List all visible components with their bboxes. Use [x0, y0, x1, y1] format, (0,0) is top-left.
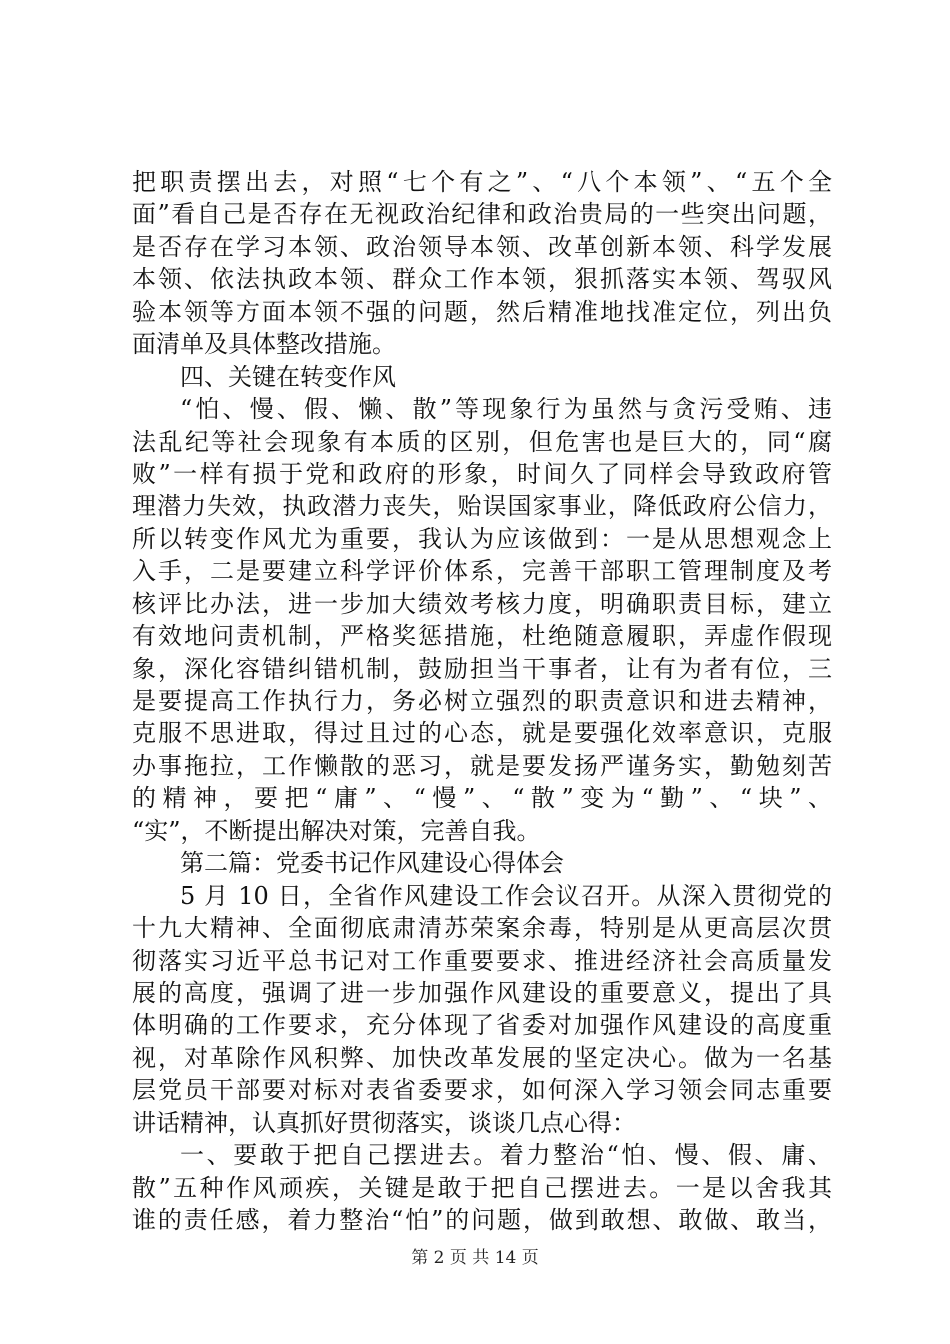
paragraph-first-line: 5 月 10 日，全省作风建设工作会议召开。从深入贯彻党的	[180, 881, 832, 910]
text-line: 讲话精神，认真抓好贯彻落实，谈谈几点心得：	[132, 1108, 636, 1137]
text-line: 层党员干部要对标对表省委要求，如何深入学习领会同志重要	[132, 1076, 832, 1105]
text-line: “实”，不断提出解决对策，完善自我。	[132, 816, 541, 845]
text-line: 视，对革除作风积弊、加快改革发展的坚定决心。做为一名基	[132, 1043, 832, 1072]
document-body	[132, 166, 832, 1236]
text-line: 彻落实习近平总书记对工作重要要求、推进经济社会高质量发	[132, 946, 832, 975]
text-line: 展的高度，强调了进一步加强作风建设的重要意义，提出了具	[132, 978, 832, 1007]
text-line: 象，深化容错纠错机制，鼓励担当干事者，让有为者有位，三	[132, 654, 832, 683]
text-line: 入手，二是要建立科学评价体系，完善干部职工管理制度及考	[132, 557, 832, 586]
text-line: 有效地问责机制，严格奖惩措施，杜绝随意履职，弄虚作假现	[132, 622, 832, 651]
text-line: 法乱纪等社会现象有本质的区别，但危害也是巨大的，同“腐	[132, 427, 832, 456]
text-line: 败”一样有损于党和政府的形象，时间久了同样会导致政府管	[132, 459, 832, 488]
page-number-footer: 第 2 页 共 14 页	[411, 1248, 539, 1268]
paragraph-first-line: “怕、慢、假、懒、散”等现象行为虽然与贪污受贿、违	[180, 395, 832, 424]
text-line: 核评比办法，进一步加大绩效考核力度，明确职责目标，建立	[132, 589, 832, 618]
text-line: 散”五种作风顽疾，关键是敢于把自己摆进去。一是以舍我其	[132, 1173, 832, 1202]
text-line: 所以转变作风尤为重要，我认为应该做到：一是从思想观念上	[132, 524, 832, 553]
text-line: 是要提高工作执行力，务必树立强烈的职责意识和进去精神，	[132, 687, 832, 715]
text-line: 十九大精神、全面彻底肃清苏荣案余毒，特别是从更高层次贯	[132, 914, 832, 943]
section-heading: 四、关键在转变作风	[180, 362, 396, 391]
text-line: 体明确的工作要求，充分体现了省委对加强作风建设的高度重	[132, 1011, 832, 1040]
chapter-heading: 第二篇：党委书记作风建设心得体会	[180, 849, 564, 878]
text-line: 本领、依法执政本领、群众工作本领，狠抓落实本领、驾驭风	[132, 265, 832, 294]
paragraph-first-line: 一、要敢于把自己摆进去。着力整治“怕、慢、假、庸、	[180, 1141, 832, 1170]
text-line: 面清单及具体整改措施。	[132, 330, 396, 359]
text-line: 是否存在学习本领、政治领导本领、改革创新本领、科学发展	[132, 232, 832, 261]
text-line: 的精神，要把“庸”、“慢”、“散”变为“勤”、“块”、	[132, 784, 832, 813]
text-line: 谁的责任感，着力整治“怕”的问题，做到敢想、敢做、敢当，	[132, 1206, 832, 1234]
text-line: 面”看自己是否存在无视政治纪律和政治贵局的一些突出问题，	[132, 200, 832, 229]
text-line: 验本领等方面本领不强的问题，然后精准地找准定位，列出负	[132, 297, 832, 326]
text-line: 把职责摆出去，对照“七个有之”、“八个本领”、“五个全	[132, 168, 832, 196]
text-line: 克服不思进取，得过且过的心态，就是要强化效率意识，克服	[132, 719, 832, 748]
text-line: 理潜力失效，执政潜力丧失，贻误国家事业，降低政府公信力，	[132, 492, 832, 521]
text-line: 办事拖拉，工作懒散的恶习，就是要发扬严谨务实，勤勉刻苦	[132, 751, 832, 780]
